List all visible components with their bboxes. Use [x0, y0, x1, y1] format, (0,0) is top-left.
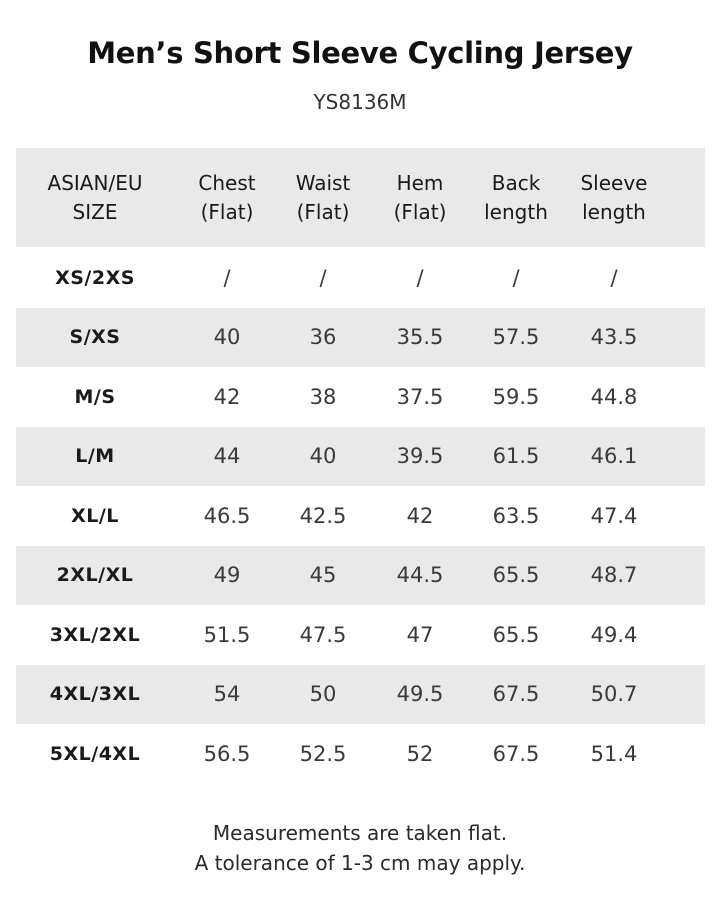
hem-cell: 42	[406, 503, 434, 528]
back-length-cell: 65.5	[492, 622, 540, 647]
table-row	[16, 546, 705, 606]
waist-cell: 36	[309, 325, 337, 350]
chest-cell: 56.5	[203, 741, 251, 766]
back-length-cell: 57.5	[492, 325, 540, 350]
chest-cell: 44	[213, 444, 241, 469]
chest-cell: 54	[213, 682, 241, 707]
sleeve-length-cell: 48.7	[590, 563, 638, 588]
size-chart-table	[16, 148, 705, 784]
header-back-length: Back length	[484, 170, 548, 224]
waist-cell: 52.5	[299, 741, 347, 766]
chest-cell: 51.5	[203, 622, 251, 647]
chest-cell: 49	[213, 563, 241, 588]
hem-cell: 39.5	[396, 444, 444, 469]
product-code: YS8136M	[313, 90, 407, 114]
chest-cell: 46.5	[203, 503, 251, 528]
chest-cell: 42	[213, 384, 241, 409]
sleeve-length-cell: 46.1	[590, 444, 638, 469]
back-length-cell: 65.5	[492, 563, 540, 588]
hem-cell: 37.5	[396, 384, 444, 409]
table-row	[16, 724, 705, 784]
table-row	[16, 367, 705, 427]
waist-cell: 50	[309, 682, 337, 707]
table-row	[16, 308, 705, 368]
waist-cell: 38	[309, 384, 337, 409]
size-cell: 2XL/XL	[56, 564, 134, 587]
back-length-cell: 63.5	[492, 503, 540, 528]
chest-cell: /	[223, 265, 231, 290]
hem-cell: /	[416, 265, 424, 290]
size-cell: XS/2XS	[55, 266, 135, 289]
size-cell: XL/L	[71, 504, 119, 527]
size-cell: 5XL/4XL	[49, 742, 141, 765]
table-header-row	[16, 148, 705, 247]
size-cell: 4XL/3XL	[49, 683, 141, 706]
sleeve-length-cell: /	[610, 265, 618, 290]
header-size: ASIAN/EU SIZE	[47, 170, 143, 224]
hem-cell: 52	[406, 741, 434, 766]
table-row	[16, 665, 705, 725]
sleeve-length-cell: 44.8	[590, 384, 638, 409]
sleeve-length-cell: 51.4	[590, 741, 638, 766]
back-length-cell: 67.5	[492, 682, 540, 707]
waist-cell: 40	[309, 444, 337, 469]
hem-cell: 47	[406, 622, 434, 647]
waist-cell: 45	[309, 563, 337, 588]
hem-cell: 44.5	[396, 563, 444, 588]
header-sleeve-length: Sleeve length	[580, 170, 648, 224]
header-waist: Waist (Flat)	[295, 170, 351, 224]
chest-cell: 40	[213, 325, 241, 350]
header-chest: Chest (Flat)	[198, 170, 256, 224]
size-cell: S/XS	[69, 326, 121, 349]
sleeve-length-cell: 47.4	[590, 503, 638, 528]
waist-cell: 42.5	[299, 503, 347, 528]
note-line-1: Measurements are taken flat.	[212, 821, 508, 845]
size-cell: 3XL/2XL	[49, 623, 141, 646]
sleeve-length-cell: 49.4	[590, 622, 638, 647]
header-hem: Hem (Flat)	[393, 170, 447, 224]
back-length-cell: 61.5	[492, 444, 540, 469]
back-length-cell: /	[512, 265, 520, 290]
waist-cell: /	[319, 265, 327, 290]
table-row	[16, 605, 705, 665]
hem-cell: 35.5	[396, 325, 444, 350]
sleeve-length-cell: 43.5	[590, 325, 638, 350]
table-row	[16, 427, 705, 487]
size-cell: M/S	[74, 385, 116, 408]
back-length-cell: 67.5	[492, 741, 540, 766]
back-length-cell: 59.5	[492, 384, 540, 409]
size-cell: L/M	[75, 445, 115, 468]
table-row	[16, 248, 705, 308]
waist-cell: 47.5	[299, 622, 347, 647]
table-row	[16, 486, 705, 546]
measurement-note	[0, 818, 720, 878]
hem-cell: 49.5	[396, 682, 444, 707]
sleeve-length-cell: 50.7	[590, 682, 638, 707]
note-line-2: A tolerance of 1-3 cm may apply.	[194, 851, 526, 875]
page-title: Men’s Short Sleeve Cycling Jersey	[87, 36, 633, 70]
